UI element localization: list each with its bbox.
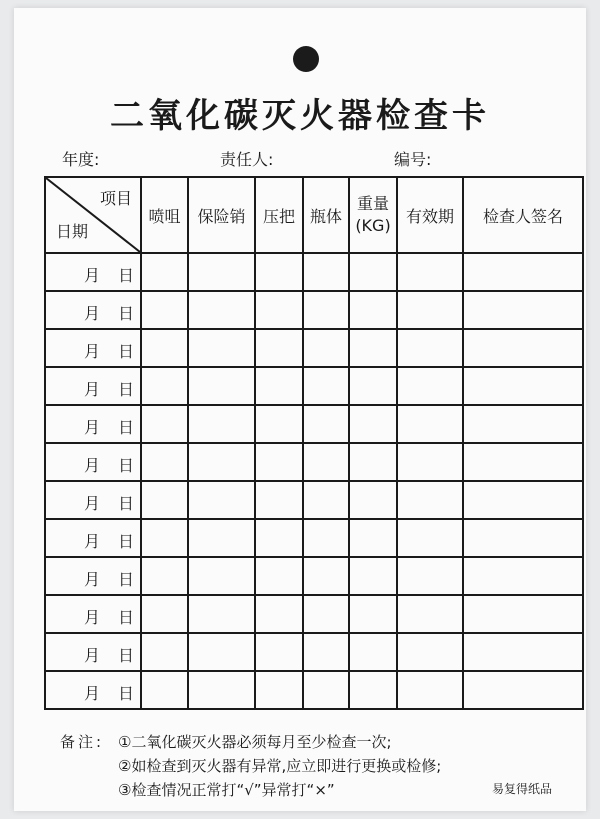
item-header-label: 项目: [99, 189, 132, 208]
day-label: 日: [117, 494, 134, 513]
entry-cell: [463, 481, 583, 519]
entry-cell: [188, 519, 255, 557]
day-label: 日: [117, 570, 134, 589]
column-header-label: 重量: [356, 194, 389, 213]
entry-cell: [397, 519, 463, 557]
table-row: [45, 595, 583, 633]
header-row: [45, 177, 583, 253]
entry-cell: [397, 595, 463, 633]
number-label: 编号:: [394, 150, 432, 169]
date-cell: [45, 633, 141, 671]
entry-cell: [141, 519, 188, 557]
date-cell: [45, 405, 141, 443]
note-text: ②如检查到灭火器有异常,应立即进行更换或检修;: [118, 757, 442, 775]
entry-cell: [303, 481, 349, 519]
entry-cell: [255, 367, 303, 405]
entry-cell: [141, 367, 188, 405]
month-label: 月: [84, 456, 101, 475]
entry-cell: [349, 367, 397, 405]
table-row: [45, 405, 583, 443]
notes-label: 备注:: [60, 733, 105, 751]
entry-cell: [141, 671, 188, 709]
date-cell: [45, 481, 141, 519]
entry-cell: [188, 557, 255, 595]
column-header-inspector-signature: [463, 177, 583, 253]
entry-cell: [463, 557, 583, 595]
column-header-nozzle: [141, 177, 188, 253]
column-header-label: 压把: [262, 206, 295, 226]
column-header-label: 瓶体: [309, 206, 342, 226]
entry-cell: [349, 633, 397, 671]
entry-cell: [397, 329, 463, 367]
day-label: 日: [117, 342, 134, 361]
entry-cell: [303, 671, 349, 709]
entry-cell: [255, 405, 303, 443]
entry-cell: [188, 671, 255, 709]
entry-cell: [188, 595, 255, 633]
entry-cell: [141, 595, 188, 633]
entry-cell: [188, 405, 255, 443]
month-label: 月: [84, 266, 101, 285]
month-label: 月: [84, 342, 101, 361]
date-cell: [45, 329, 141, 367]
table-row: [45, 329, 583, 367]
day-label: 日: [117, 418, 134, 437]
entry-cell: [303, 557, 349, 595]
entry-cell: [188, 291, 255, 329]
entry-cell: [188, 443, 255, 481]
entry-cell: [303, 405, 349, 443]
month-label: 月: [84, 684, 101, 703]
entry-cell: [303, 519, 349, 557]
entry-cell: [463, 671, 583, 709]
entry-cell: [303, 633, 349, 671]
entry-cell: [303, 253, 349, 291]
entry-cell: [397, 557, 463, 595]
note-line: [60, 778, 441, 802]
column-header-weight: [349, 177, 397, 253]
entry-cell: [255, 519, 303, 557]
entry-cell: [255, 671, 303, 709]
column-header-handle: [255, 177, 303, 253]
entry-cell: [349, 519, 397, 557]
entry-cell: [141, 481, 188, 519]
entry-cell: [463, 329, 583, 367]
entry-cell: [463, 367, 583, 405]
entry-cell: [188, 367, 255, 405]
entry-cell: [349, 481, 397, 519]
note-text: ③检查情况正常打“√”异常打“×”: [118, 781, 335, 799]
day-label: 日: [117, 608, 134, 627]
entry-cell: [303, 329, 349, 367]
entry-cell: [141, 557, 188, 595]
date-cell: [45, 671, 141, 709]
entry-cell: [397, 443, 463, 481]
entry-cell: [463, 405, 583, 443]
month-label: 月: [84, 532, 101, 551]
entry-cell: [188, 481, 255, 519]
date-header-label: 日期: [56, 222, 89, 241]
month-label: 月: [84, 570, 101, 589]
day-label: 日: [117, 646, 134, 665]
hanging-hole: [293, 46, 319, 72]
entry-cell: [397, 481, 463, 519]
column-header-label: 检查人签名: [482, 206, 563, 226]
entry-cell: [303, 595, 349, 633]
day-label: 日: [117, 456, 134, 475]
table-row: [45, 367, 583, 405]
entry-cell: [141, 633, 188, 671]
day-label: 日: [117, 304, 134, 323]
entry-cell: [188, 253, 255, 291]
table-row: [45, 481, 583, 519]
date-cell: [45, 367, 141, 405]
entry-cell: [463, 595, 583, 633]
column-header-expiry: [397, 177, 463, 253]
month-label: 月: [84, 304, 101, 323]
entry-cell: [141, 291, 188, 329]
item-date-header: [45, 177, 141, 253]
entry-cell: [349, 671, 397, 709]
entry-cell: [349, 291, 397, 329]
entry-cell: [349, 405, 397, 443]
entry-cell: [255, 291, 303, 329]
entry-cell: [141, 329, 188, 367]
date-cell: [45, 519, 141, 557]
entry-cell: [255, 557, 303, 595]
date-cell: [45, 253, 141, 291]
entry-cell: [397, 367, 463, 405]
month-label: 月: [84, 608, 101, 627]
date-cell: [45, 557, 141, 595]
entry-cell: [397, 291, 463, 329]
brand-label: 易复得纸品: [492, 782, 553, 796]
entry-cell: [397, 405, 463, 443]
year-label: 年度:: [62, 150, 100, 169]
day-label: 日: [117, 266, 134, 285]
entry-cell: [141, 405, 188, 443]
note-line: [60, 730, 441, 754]
note-text: ①二氧化碳灭火器必须每月至少检查一次;: [118, 733, 392, 751]
table-row: [45, 557, 583, 595]
note-line: [60, 754, 441, 778]
month-label: 月: [84, 494, 101, 513]
entry-cell: [397, 253, 463, 291]
entry-cell: [255, 633, 303, 671]
table-row: [45, 519, 583, 557]
day-label: 日: [117, 684, 134, 703]
entry-cell: [255, 595, 303, 633]
entry-cell: [397, 671, 463, 709]
table-row: [45, 633, 583, 671]
entry-cell: [188, 633, 255, 671]
column-header-label: 保险销: [197, 206, 246, 226]
entry-cell: [255, 329, 303, 367]
date-cell: [45, 291, 141, 329]
column-header-unit: (KG): [355, 216, 391, 235]
table-row: [45, 443, 583, 481]
entry-cell: [463, 633, 583, 671]
column-header-label: 喷咀: [148, 206, 181, 226]
entry-cell: [255, 481, 303, 519]
day-label: 日: [117, 380, 134, 399]
date-cell: [45, 595, 141, 633]
notes: [60, 730, 441, 802]
entry-cell: [463, 519, 583, 557]
table-row: [45, 671, 583, 709]
entry-cell: [303, 367, 349, 405]
month-label: 月: [84, 646, 101, 665]
entry-cell: [141, 443, 188, 481]
entry-cell: [303, 443, 349, 481]
column-header-label: 有效期: [405, 206, 454, 226]
inspection-card: [14, 8, 586, 811]
entry-cell: [349, 557, 397, 595]
entry-cell: [463, 253, 583, 291]
entry-cell: [349, 443, 397, 481]
day-label: 日: [117, 532, 134, 551]
entry-cell: [463, 291, 583, 329]
entry-cell: [255, 443, 303, 481]
month-label: 月: [84, 380, 101, 399]
inspection-table: [44, 176, 584, 710]
card-title: 二氧化碳灭火器检查卡: [110, 96, 490, 136]
entry-cell: [188, 329, 255, 367]
entry-cell: [303, 291, 349, 329]
entry-cell: [255, 253, 303, 291]
column-header-safety-pin: [188, 177, 255, 253]
column-header-cylinder: [303, 177, 349, 253]
responsible-person-label: 责任人:: [220, 150, 274, 169]
table-row: [45, 253, 583, 291]
table-row: [45, 291, 583, 329]
entry-cell: [349, 595, 397, 633]
entry-cell: [397, 633, 463, 671]
entry-cell: [349, 253, 397, 291]
entry-cell: [349, 329, 397, 367]
entry-cell: [463, 443, 583, 481]
entry-cell: [141, 253, 188, 291]
date-cell: [45, 443, 141, 481]
month-label: 月: [84, 418, 101, 437]
